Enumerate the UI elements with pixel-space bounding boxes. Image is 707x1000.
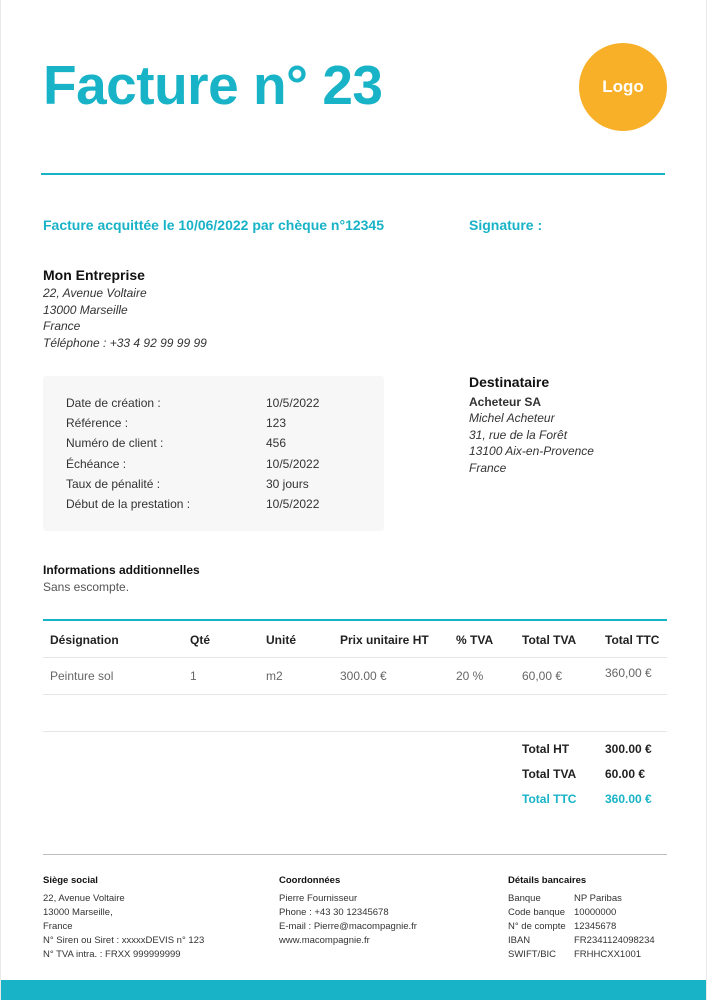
seller-address-line: 22, Avenue Voltaire (43, 286, 147, 300)
recipient-block (469, 374, 594, 476)
footer-contact-email: E-mail : Pierre@macompagnie.fr (279, 921, 417, 932)
table-bottom-divider (43, 731, 667, 732)
footer-office-line: N° TVA intra. : FRXX 999999999 (43, 949, 181, 960)
info-value: 30 jours (266, 477, 309, 491)
footer-office-line: 13000 Marseille, (43, 907, 113, 918)
cell-vat-rate: 20 % (456, 669, 484, 683)
seller-block (43, 267, 207, 351)
cell-qty: 1 (190, 669, 197, 683)
bank-value: 12345678 (574, 921, 617, 932)
bank-row (508, 920, 655, 934)
cell-vat-total: 60,00 € (522, 669, 563, 683)
company-logo (579, 43, 667, 131)
header-divider (41, 173, 665, 175)
info-value: 123 (266, 416, 287, 430)
info-row (66, 396, 319, 410)
info-value: 456 (266, 436, 287, 450)
table-header-divider (43, 657, 667, 658)
bank-key: IBAN (508, 935, 531, 946)
invoice-title: Facture n° 23 (43, 54, 383, 116)
info-value: 10/5/2022 (266, 457, 320, 471)
info-value: 10/5/2022 (266, 497, 320, 511)
bank-key: Code banque (508, 907, 566, 918)
info-label: Début de la prestation : (66, 497, 191, 511)
seller-name: Mon Entreprise (43, 267, 145, 283)
bank-row (508, 892, 655, 906)
total-ht-value: 300.00 € (605, 742, 652, 756)
invoice-page (1, 0, 706, 1000)
paid-notice: Facture acquittée le 10/06/2022 par chèque n°12345 (43, 217, 384, 233)
info-label: Échéance : (66, 457, 127, 471)
seller-phone: Téléphone : +33 4 92 99 99 99 (43, 335, 207, 350)
footer-office-line: 22, Avenue Voltaire (43, 893, 125, 904)
total-ht-label: Total HT (522, 742, 570, 756)
recipient-address-line: 31, rue de la Forêt (469, 427, 568, 442)
footer-contact (279, 874, 417, 948)
table-row-divider (43, 694, 667, 695)
recipient-address-line: 13100 Aix-en-Provence (469, 444, 594, 458)
footer-office (43, 874, 204, 962)
additional-info-text: Sans escompte. (43, 580, 130, 594)
footer-office-line: N° Siren ou Siret : xxxxxDEVIS n° 123 (43, 935, 205, 946)
info-row (66, 416, 286, 430)
total-tva-label: Total TVA (522, 767, 577, 781)
bank-key: N° de compte (508, 921, 566, 932)
info-label: Taux de pénalité : (66, 477, 161, 491)
total-tva-value: 60.00 € (605, 767, 646, 781)
recipient-address-line: France (469, 460, 507, 475)
bank-key: Banque (508, 893, 541, 904)
footer-contact-heading: Coordonnées (279, 875, 341, 886)
footer-divider (43, 854, 667, 855)
recipient-heading: Destinataire (469, 374, 550, 390)
footer-office-line: France (43, 921, 73, 932)
seller-address-line: 13000 Marseille (43, 302, 128, 317)
info-row (66, 497, 319, 511)
recipient-company: Acheteur SA (469, 395, 542, 409)
col-header-unit-price: Prix unitaire HT (340, 633, 429, 647)
col-header-qty: Qté (190, 633, 211, 647)
cell-designation: Peinture sol (50, 669, 114, 683)
bank-row (508, 934, 655, 948)
info-label: Date de création : (66, 396, 161, 410)
cell-ttc-total: 360,00 € (605, 666, 652, 680)
signature-label: Signature : (469, 217, 543, 233)
invoice-info-box (43, 376, 384, 531)
info-label: Numéro de client : (66, 436, 164, 450)
footer-contact-website: www.macompagnie.fr (279, 935, 370, 946)
cell-unit-price: 300.00 € (340, 669, 387, 683)
logo-text: Logo (602, 77, 644, 96)
col-header-vat-total: Total TVA (522, 633, 577, 647)
footer-bank (508, 874, 655, 962)
bank-value: NP Paribas (574, 893, 622, 904)
cell-unit: m2 (266, 669, 283, 683)
col-header-ttc-total: Total TTC (605, 633, 660, 647)
footer-bank-heading: Détails bancaires (508, 875, 587, 886)
info-row (66, 477, 309, 491)
bank-row (508, 948, 655, 962)
additional-info-heading: Informations additionnelles (43, 563, 200, 577)
additional-info (43, 563, 200, 594)
footer-contact-line: Pierre Fournisseur (279, 893, 358, 904)
footer-accent-bar (1, 980, 706, 1000)
total-ttc-label: Total TTC (522, 792, 577, 806)
bank-value: 10000000 (574, 907, 617, 918)
bank-key: SWIFT/BIC (508, 949, 557, 960)
col-header-vat-rate: % TVA (456, 633, 494, 647)
info-value: 10/5/2022 (266, 396, 320, 410)
col-header-unit: Unité (266, 633, 296, 647)
bank-value: FR2341124098234 (574, 935, 655, 946)
col-header-designation: Désignation (50, 633, 119, 647)
info-label: Référence : (66, 416, 129, 430)
bank-row (508, 906, 655, 920)
recipient-address-line: Michel Acheteur (469, 411, 555, 425)
info-row (66, 457, 319, 471)
seller-address-line: France (43, 319, 81, 333)
bank-value: FRHHCXX1001 (574, 949, 642, 960)
footer-office-heading: Siège social (43, 875, 98, 886)
info-row (66, 436, 286, 450)
total-ttc-value: 360.00 € (605, 792, 652, 806)
table-top-rule (43, 619, 667, 621)
footer-contact-line: Phone : +43 30 12345678 (279, 907, 389, 918)
